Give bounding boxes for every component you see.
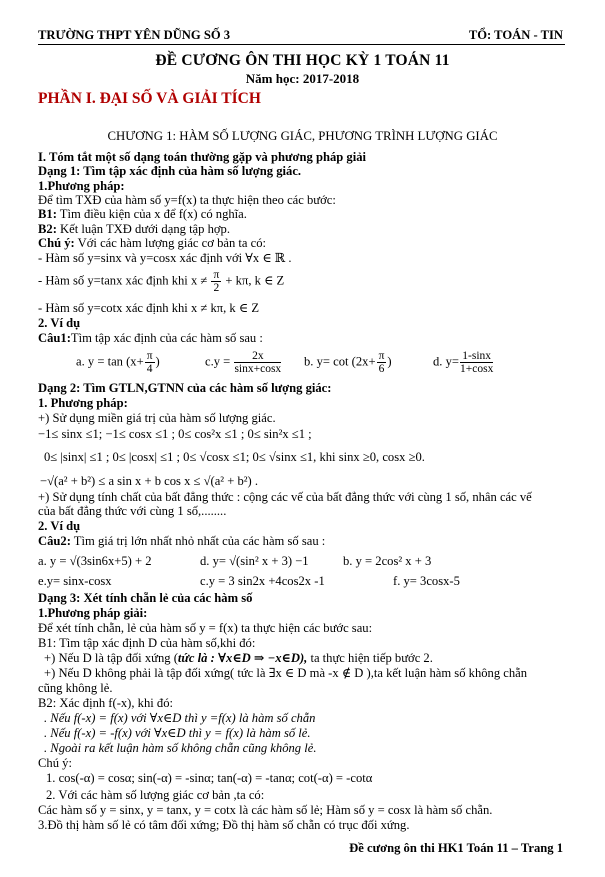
note-line: Chú ý: Với các hàm lượng giác cơ bản ta có: [38, 236, 267, 250]
exercise-1c: c.y = $\frac{2x}{\sin x+\cos x}$ [205, 350, 282, 376]
method2-line2: +) Sử dụng tính chất của bất đẳng thức : cộng các vế của bất đẳng thức với cùng 1 số, nhân các vế [38, 490, 532, 504]
exercise-2f: f. y= 3cosx-5 [393, 574, 460, 588]
range-line1: −1≤ sinx ≤1; −1≤ cosx ≤1 ; 0≤ cos²x ≤1 ; 0≤ sin²x ≤1 ; [38, 427, 312, 441]
type1-heading: Dạng 1: Tìm tập xác định của hàm số lượng giác. [38, 164, 302, 178]
step-b1: B1: Tìm điều kiện của x để f(x) có nghĩa. [38, 207, 247, 221]
note3-line4: 3.Đồ thị hàm số lẻ có tâm đối xứng; Đồ thị hàm số chẵn có trục đối xứng. [38, 818, 410, 832]
method3-heading: 1.Phương pháp giải: [38, 606, 148, 620]
rule-odd: . Nếu f(-x) = -f(x) với ∀x∈D thì y = f(x) là hàm số lẻ. [44, 726, 311, 740]
method3-line4: +) Nếu D không phải là tập đối xứng( tức là ∃x ∈ D mà -x ∉ D ),ta kết luận hàm số không chẵn [44, 666, 528, 680]
type2-heading: Dạng 2: Tìm GTLN,GTNN của các hàm số lượng giác: [38, 381, 332, 395]
note3-item1: 1. cos(-α) = cosα; sin(-α) = -sinα; tan(-α) = -tanα; cot(-α) = -cotα [46, 771, 373, 785]
school-year: Năm học: 2017-2018 [245, 71, 360, 86]
range-line2: 0≤ |sinx| ≤1 ; 0≤ |cosx| ≤1 ; 0≤ √cosx ≤1; 0≤ √sinx ≤1, khi sinx ≥0, cosx ≥0. [44, 450, 425, 464]
page-footer: Đề cương ôn thi HK1 Toán 11 – Trang 1 [349, 841, 563, 855]
note3-item2: 2. Với các hàm số lượng giác cơ bản ,ta có: [46, 788, 265, 802]
example-heading: 2. Ví dụ [38, 316, 81, 330]
rule-cot: - Hàm số y=cotx xác định khi x ≠ kπ, k ∈ Z [38, 301, 260, 315]
rule-sin-cos: - Hàm số y=sinx và y=cosx xác định với ∀x ∈ ℝ . [38, 251, 292, 265]
school-name: TRƯỜNG THPT YÊN DŨNG SỐ 3 [38, 28, 231, 42]
exercise-1d: d. y= $\frac{1-\sin x}{1+\cos x}$ [433, 350, 494, 376]
rule-even: . Nếu f(-x) = f(x) với ∀x∈D thì y =f(x) là hàm số chẵn [44, 711, 316, 725]
rule-neither: . Ngoài ra kết luận hàm số không chẵn cũng không lẻ. [44, 741, 317, 755]
exercise-2a: a. y = √(3sin6x+5) + 2 [38, 554, 152, 568]
document-title: ĐỀ CƯƠNG ÔN THI HỌC KỲ 1 TOÁN 11 [155, 52, 450, 69]
section-heading: I. Tóm tắt một số dạng toán thường gặp và phương pháp giải [38, 150, 367, 164]
method3-line2: B1: Tìm tập xác định D của hàm số,khi đó: [38, 636, 256, 650]
exercise-1b: b. y= cot (2x+ $\frac{\pi}{6}$ ) [304, 350, 392, 376]
method-intro: Để tìm TXĐ của hàm số y=f(x) ta thực hiện theo các bước: [38, 193, 336, 207]
chapter-heading: CHƯƠNG 1: HÀM SỐ LƯỢNG GIÁC, PHƯƠNG TRÌNH LƯỢNG GIÁC [107, 129, 498, 143]
type3-heading: Dạng 3: Xét tính chẵn lẻ của các hàm số [38, 591, 253, 605]
method2-heading: 1. Phương pháp: [38, 396, 128, 410]
note3-heading: Chú ý: [38, 756, 72, 770]
rule-tan: - Hàm số y=tanx xác định khi x ≠ $\frac{\pi}{2}$ + kπ, k ∈ Z [38, 269, 285, 295]
part-heading: PHẦN I. ĐẠI SỐ VÀ GIẢI TÍCH [38, 90, 261, 107]
method3-line6: B2: Xác định f(-x), khi đó: [38, 696, 174, 710]
method3-line3: +) Nếu D là tập đối xứng (tức là : ∀x∈D ⇒ −x∈D), ta thực hiện tiếp bước 2. [44, 651, 433, 665]
example2-heading: 2. Ví dụ [38, 519, 81, 533]
exercise-2e: e.y= sinx-cosx [38, 574, 112, 588]
page-header [38, 26, 565, 45]
method3-line5: cũng không lẻ. [38, 681, 113, 695]
department-name: TỔ: TOÁN - TIN [468, 28, 563, 42]
method2-line3: của bất đẳng thức với cùng 1 số,........ [38, 504, 227, 518]
question-1: Câu1:Tìm tập xác định của các hàm số sau : [38, 331, 263, 345]
note3-line3: Các hàm số y = sinx, y = tanx, y = cotx là các hàm số lẻ; Hàm số y = cosx là hàm số chẵn. [38, 803, 493, 817]
range-line3: −√(a² + b²) ≤ a sin x + b cos x ≤ √(a² + b²) . [40, 474, 259, 488]
method-heading: 1.Phương pháp: [38, 179, 125, 193]
exercise-2d: d. y= √(sin² x + 3) −1 [200, 554, 309, 568]
question-2: Câu2: Tìm giá trị lớn nhất nhỏ nhất của các hàm số sau : [38, 534, 326, 548]
exercise-1a: a. y = tan (x+ $\frac{\pi}{4}$ ) [76, 350, 160, 376]
method3-line1: Để xét tính chẵn, lẻ của hàm số y = f(x) ta thực hiện các bước sau: [38, 621, 373, 635]
exercise-2b: b. y = 2cos² x + 3 [343, 554, 432, 568]
step-b2: B2: Kết luận TXĐ dưới dạng tập hợp. [38, 222, 230, 236]
exercise-2c: c.y = 3 sin2x +4cos2x -1 [200, 574, 325, 588]
method2-line1: +) Sử dụng miền giá trị của hàm số lượng giác. [38, 411, 276, 425]
